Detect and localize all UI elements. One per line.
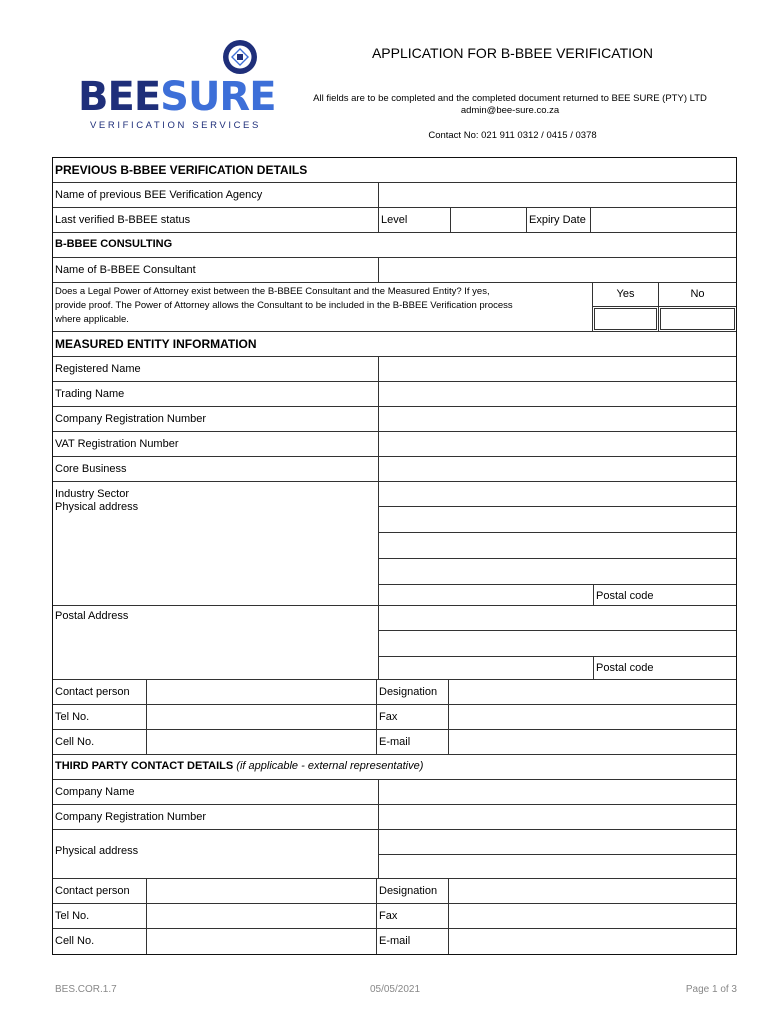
no-label: No [659,283,736,307]
address-labels [53,482,379,605]
field-label: Physical address [53,830,379,878]
trading-name-input[interactable] [379,382,736,406]
field-label: Postal code [596,590,654,602]
poa-question [53,283,593,331]
tp-designation-input[interactable] [449,879,736,903]
field-label: Fax [377,705,449,729]
field-label: Designation [377,680,449,704]
tp-cell-input[interactable] [147,929,377,954]
field-label: Registered Name [53,357,379,381]
postal-code-input[interactable] [655,657,736,679]
postal-code-row [379,657,736,679]
company-registration-input[interactable] [379,407,736,431]
field-label: Designation [377,879,449,903]
tp-address-line-2[interactable] [379,855,736,878]
field-label: Tel No. [53,904,147,928]
postal-address-line-2[interactable] [379,631,736,657]
form-row [53,805,736,830]
form-row [53,680,736,705]
registered-name-input[interactable] [379,357,736,381]
consultant-name-input[interactable] [379,258,736,282]
company-logo [78,40,276,135]
previous-verification-heading: PREVIOUS B-BBEE VERIFICATION DETAILS [55,163,308,177]
physical-address-line-2[interactable] [379,533,736,559]
core-business-input[interactable] [379,457,736,481]
document-code: BES.COR.1.7 [55,984,117,995]
field-label: Physical address [55,501,139,513]
third-party-heading [53,755,736,779]
form-row [53,457,736,482]
poa-question-line: provide proof. The Power of Attorney allows the Consultant to be included in the B-BBEE Verification process [55,300,513,311]
third-party-heading-note: (if applicable - external representative) [236,760,424,772]
field-label: Postal code [596,662,654,674]
form-row [53,879,736,904]
section-heading-row [53,332,736,357]
postal-inputs [379,606,736,679]
tp-tel-input[interactable] [147,904,377,928]
yes-checkbox[interactable] [594,308,657,330]
cell-input[interactable] [147,730,377,754]
logo-wordmark: BEESURE [78,74,276,120]
industry-sector-input[interactable] [379,482,736,507]
physical-postal-code-input[interactable] [655,585,736,605]
form-row [53,382,736,407]
field-label: Industry Sector [55,488,129,500]
contact-email: admin@bee-sure.co.za [460,105,560,116]
tp-fax-input[interactable] [449,904,736,928]
form-row [53,258,736,283]
document-date: 05/05/2021 [369,984,421,995]
page-title: APPLICATION FOR B-BBEE VERIFICATION [371,45,654,61]
vat-registration-input[interactable] [379,432,736,456]
field-label: Contact person [53,879,147,903]
form-row [53,407,736,432]
tp-email-input[interactable] [449,929,736,954]
form-row [53,705,736,730]
form-row [53,929,736,954]
tp-address-inputs [379,830,736,878]
form-row [53,283,736,332]
contact-numbers: Contact No: 021 911 0312 / 0415 / 0378 [428,130,597,141]
no-column [659,283,736,331]
form-row [53,183,736,208]
field-label: Level [379,208,451,232]
logo-subtitle: VERIFICATION SERVICES [90,120,261,131]
postal-block [53,606,736,680]
poa-question-line: where applicable. [55,314,129,325]
level-input[interactable] [451,208,527,232]
section-heading-row [53,755,736,780]
field-label: Postal Address [53,606,379,679]
form-row [53,904,736,929]
yes-column [593,283,659,331]
form-row [53,730,736,755]
page-number: Page 1 of 3 [685,984,737,995]
field-label: Last verified B-BBEE status [53,208,379,232]
physical-address-line-1[interactable] [379,507,736,533]
field-label: Name of previous BEE Verification Agency [53,183,379,207]
bee-sure-logo-icon [223,40,257,74]
field-label: E-mail [377,929,449,954]
form-row [53,780,736,805]
consulting-heading: B-BBEE CONSULTING [55,238,173,250]
yes-label: Yes [593,283,658,307]
postal-address-line-1[interactable] [379,606,736,631]
form-row [53,208,736,233]
form-row [53,830,736,879]
field-label: E-mail [377,730,449,754]
field-label: Trading Name [53,382,379,406]
application-form [52,157,737,955]
physical-address-line-3[interactable] [379,559,736,585]
measured-entity-heading: MEASURED ENTITY INFORMATION [55,337,257,351]
tp-company-registration-input[interactable] [379,805,736,829]
field-label: Company Registration Number [53,805,379,829]
third-party-heading-text: THIRD PARTY CONTACT DETAILS [55,760,234,772]
poa-question-line: Does a Legal Power of Attorney exist between the B-BBEE Consultant and the Measured Entity? If yes, [55,286,490,297]
field-label: Core Business [53,457,379,481]
tel-input[interactable] [147,705,377,729]
expiry-date-input[interactable] [591,208,736,232]
designation-input[interactable] [449,680,736,704]
form-row [53,357,736,382]
field-label: Fax [377,904,449,928]
no-checkbox[interactable] [660,308,735,330]
field-label: Cell No. [53,730,147,754]
field-label: Name of B-BBEE Consultant [53,258,379,282]
address-inputs [379,482,736,605]
previous-agency-input[interactable] [379,183,736,207]
physical-address-line-4[interactable] [379,585,594,605]
tp-contact-person-input[interactable] [147,879,377,903]
postal-address-line-3[interactable] [379,657,594,679]
postal-code-row [379,585,736,605]
instruction-note: All fields are to be completed and the completed document returned to BEE SURE (PTY) LTD [313,93,707,104]
tp-company-name-input[interactable] [379,780,736,804]
field-label: Company Name [53,780,379,804]
field-label: VAT Registration Number [53,432,379,456]
field-label: Cell No. [53,929,147,954]
section-heading-row [53,233,736,258]
field-label: Expiry Date [527,208,591,232]
field-label: Company Registration Number [53,407,379,431]
contact-person-input[interactable] [147,680,377,704]
address-block [53,482,736,606]
tp-address-line-1[interactable] [379,830,736,855]
section-heading-row [53,158,736,183]
form-row [53,432,736,457]
field-label: Contact person [53,680,147,704]
field-label: Tel No. [53,705,147,729]
email-input[interactable] [449,730,736,754]
fax-input[interactable] [449,705,736,729]
